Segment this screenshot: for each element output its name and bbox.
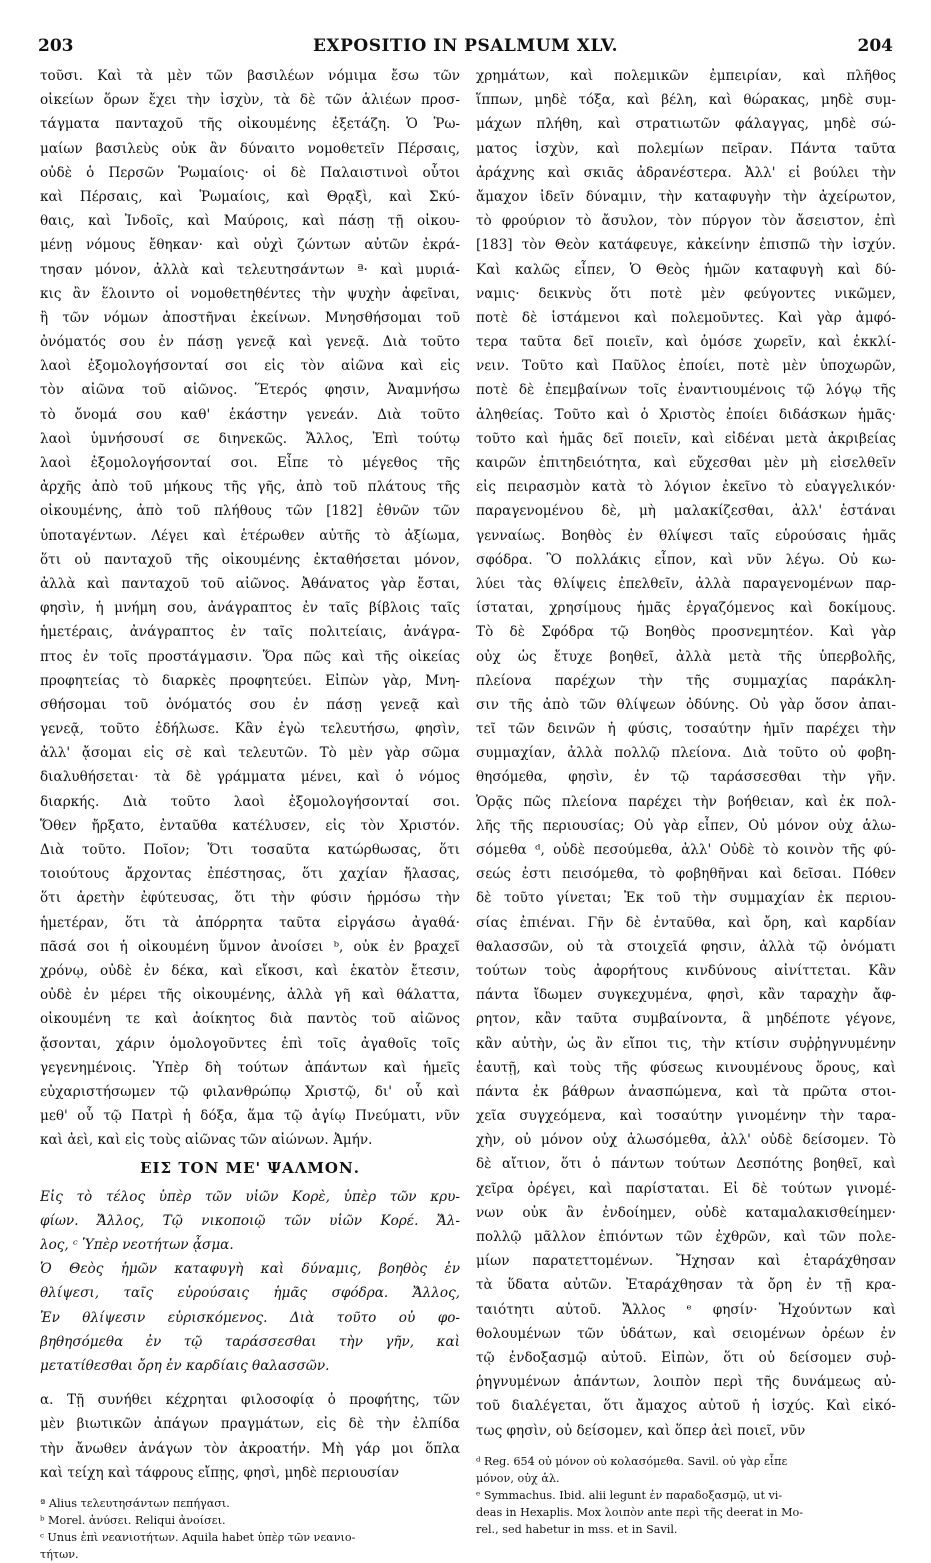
footnote-line: rel., sed habetur in mss. et in Savil. [476, 1522, 678, 1536]
text-line: πτος ἐν τοῖς προστάγμασιν. Ὅρα πῶς καὶ τῆς οἰκείας [40, 648, 460, 665]
left-column [40, 64, 460, 1563]
text-line: δὲ αἴτιον, ὅτι ὁ πάντων τούτων Δεσπότης βοηθεῖ, καὶ [476, 1156, 896, 1173]
text-line: ὅτι οὐ πανταχοῦ τῆς οἰκουμένης ἐκταθήσεται μόνον, [40, 551, 460, 568]
text-line: ἢ τῶν νόμων ἀποστῆναι ἐκείνων. Μνησθήσομαι τοῦ [40, 309, 460, 326]
verse-line: Ὁ Θεὸς ἡμῶν καταφυγὴ καὶ δύναμις, βοηθὸς ἐν [40, 1261, 460, 1278]
text-line: Ὅθεν ἤρξατο, ἐνταῦθα κατέλυσεν, εἰς τὸν Χριστόν. [40, 817, 460, 834]
text-line: μίων παρατεττομένων. Ἤχησαν καὶ ἐταράχθησαν [476, 1253, 896, 1270]
text-line: καὶ Πέρσαις, καὶ Ῥωμαίοις, καὶ Θρᾳξὶ, καὶ Σκύ- [40, 188, 460, 205]
superscription-line: λος, ᶜ Ὑπὲρ νεοτήτων ᾆσμα. [40, 1237, 234, 1253]
verse-line: Ἐν θλίψεσιν εὑρισκόμενος. Διὰ τοῦτο οὐ φο- [40, 1309, 460, 1326]
text-line: μεθ' οὗ τῷ Πατρὶ ἡ δόξα, ἅμα τῷ ἁγίῳ Πνεύματι, νῦν [40, 1108, 460, 1125]
text-line: εἰς πειρασμὸν κατὰ τὸ λόγιον ἐκεῖνο τὸ εὐαγγελικόν· [476, 479, 896, 496]
text-line: ἡμετέραν, ὅτι τὰ ἀπόρρητα ταῦτα εἰργάσω ἀγαθά· [40, 914, 460, 931]
text-line: ναμις· δεικνὺς ὅτι ποτὲ μὲν φεύγοντες νικῶμεν, [476, 285, 896, 302]
text-line: διαρκής. Διὰ τοῦτο λαοὶ ἐξομολογήσονταί σοι. [40, 793, 460, 810]
text-line: οἰκουμένης, ἀπὸ τοῦ πλήθους τῶν [182] ἐθνῶν τῶν [40, 503, 460, 520]
commentary-line: καὶ τείχη καὶ τάφρους εἴπῃς, φησὶ, μηδὲ περιουσίαν [40, 1464, 400, 1481]
footnote-line: τήτων. [40, 1547, 79, 1561]
text-line: τοιούτους ἄρχοντας ἐπέστησας, ὅτι χαχίαν ἤλασας, [40, 866, 460, 883]
text-line: τὰ ὕδατα αὐτῶν. Ἐταράχθησαν τὰ ὄρη ἐν τῇ κρα- [476, 1277, 896, 1294]
text-line: παραγενομένου δὲ, μὴ μαλακίζεσθαι, ἀλλ' ἑστάναι [476, 503, 896, 520]
text-line: Διὰ τοῦτο. Ποῖον; Ὅτι τοσαῦτα κατώρθωσας, ὅτι [40, 842, 460, 858]
text-line: Τὸ δὲ Σφόδρα τῷ Βοηθὸς προσνεμητέον. Καὶ γὰρ [476, 624, 896, 641]
text-line: ὑποταγέντων. Λέγει καὶ ἑτέρωθεν αὐτῆς τὸ ἀξίωμα, [40, 527, 460, 544]
footnotes-left [40, 1495, 460, 1563]
footnote-line: ᵈ Reg. 654 οὐ μόνον οὐ κολασόμεθα. Savil. οὐ γὰρ εἶπε [476, 1454, 788, 1468]
text-line: σόμεθα ᵈ, οὐδὲ πεσούμεθα, ἀλλ' Οὐδὲ τὸ κοινὸν τῆς φύ- [476, 842, 896, 858]
text-line: πλείονα παρέχων τὴν τῆς συμμαχίας παράκλη- [476, 672, 896, 689]
text-line: γενεᾷ, τοῦτο ἐδήλωσε. Κἂν ἐγὼ τελευτήσω, φησὶν, [40, 721, 460, 738]
text-line: τοῦσι. Καὶ τὰ μὲν τῶν βασιλέων νόμιμα ἔσω τῶν [40, 68, 460, 84]
footnote-line: ᵉ Symmachus. Ibid. alii legunt ἐν παραδοξασμῷ, ut vi- [476, 1488, 783, 1502]
text-line: οὐδὲ ὁ Περσῶν Ῥωμαίοις· οἱ δὲ Παλαιστινοὶ οὗτοι [40, 164, 460, 181]
text-line: σίας ἐπιέναι. Γῆν δὲ ἐνταῦθα, καὶ ὄρη, καὶ καρδίαν [476, 914, 896, 931]
verse-line: βηθησόμεθα ἐν τῷ ταράσσεσθαι τὴν γῆν, καὶ [40, 1333, 460, 1350]
text-line: ματος ἰσχὺν, καὶ πολεμίων πεῖραν. Πάντα ταῦτα [476, 140, 896, 157]
text-line: γενναίως. Βοηθὸς ἐν θλίψεσι ταῖς εὑρούσαις ἡμᾶς [476, 527, 896, 544]
text-line: τὸ ὄνομά σου καθ' ἑκάστην γενεάν. Διὰ τοῦτο [40, 406, 460, 423]
text-line: θησόμεθα, φησὶν, ἐν τῷ ταράσσεσθαι τὴν γῆν. [476, 769, 896, 786]
commentary-line: α. Τῇ συνήθει κέχρηται φιλοσοφίᾳ ὁ προφήτης, τῶν [40, 1392, 460, 1409]
running-header [34, 34, 897, 58]
text-line: ἀρχῆς ἀπὸ τοῦ μήκους τῆς γῆς, ἀπὸ τοῦ πλάτους τῆς [40, 479, 460, 496]
text-line: χεῖα συγχεόμενα, καὶ τοσαύτην γινομένην τὴν ταρα- [476, 1108, 896, 1125]
text-line: θαις, καὶ Ἰνδοῖς, καὶ Μαύροις, καὶ πάσῃ τῇ οἰκου- [40, 213, 460, 230]
text-line: μένῃ νόμους ἔθηκαν· καὶ οὐχὶ ζώντων αὐτῶν ἐκρά- [40, 237, 460, 254]
text-line: μάχων πλήθη, καὶ στρατιωτῶν φάλαγγας, μηδὲ σώ- [476, 116, 896, 133]
section-title: ΕΙΣ ΤΟΝ ΜΕ' ΨΑΛΜΟΝ. [140, 1159, 360, 1178]
footnote-line: ᵇ Morel. ἀνύσει. Reliqui ἀνοίσει. [40, 1513, 226, 1527]
text-line: λαοὶ ὑμνήσουσί σε διηνεκῶς. Ἄλλος, Ἐπὶ τούτῳ [40, 430, 460, 447]
text-line: κις ἂν ἕλοιντο οἱ νομοθετηθέντες τὴν ψυχὴν ἀφεῖναι, [40, 285, 460, 302]
verse-line: μετατίθεσθαι ὄρη ἐν καρδίαις θαλασσῶν. [40, 1357, 330, 1374]
text-line: δὲ τοῦτο γίνεται; Ἐκ τοῦ τὴν συμμαχίαν ἐκ περιου- [476, 890, 896, 907]
text-line: ἄμαχον ἰδεῖν δύναμιν, τὴν καταφυγὴν τὴν ἀχείρωτον, [476, 188, 896, 205]
text-line: καιρῶν ἐπιτηδειότητα, καὶ εὔχεσθαι μὲν μὴ εἰσελθεῖν [476, 455, 896, 471]
superscription-line: Εἰς τὸ τέλος ὑπὲρ τῶν υἱῶν Κορὲ, ὑπὲρ τῶν κρυ- [40, 1188, 460, 1205]
running-title: EXPOSITIO IN PSALMUM XLV. [312, 36, 619, 56]
text-line: πάντα ἴδωμεν συγκεχυμένα, φησὶ, κἂν ταραχὴν ἄφ- [476, 987, 896, 1004]
text-line: χρόνῳ, οὐδὲ ἐν δέκα, καὶ εἴκοσι, καὶ ἑκατὸν ἔτεσιν, [40, 962, 460, 979]
text-line: ὅτι ἀρετὴν ἐφύτευσας, ὅτι τὴν φύσιν ἡρμόσω τὴν [40, 890, 460, 907]
text-line: θολουμένων τῶν ὑδάτων, καὶ σειομένων ὀρέων ἐν [476, 1325, 896, 1342]
text-line: τησαν μόνον, ἀλλὰ καὶ τελευτησάντων ª· καὶ μυριά- [40, 261, 460, 278]
text-line: συμμαχίαν, ἀλλὰ πολλῷ πλείονα. Διὰ τοῦτο οὐ φοβη- [476, 745, 896, 762]
text-line: προφητείας τὸ διαρκὲς προφητεύει. Εἰπὼν γὰρ, Μνη- [40, 672, 460, 689]
text-line: τὸ φρούριον τὸ ἄσυλον, τὸν πύργον τὸν ἄσειστον, ἐπὶ [476, 213, 896, 230]
superscription-line: φίων. Ἄλλος, Τῷ νικοποιῷ τῶν υἱῶν Κορέ. Ἄλ- [40, 1212, 460, 1229]
text-line: ὀνόματός σου ἐν πάσῃ γενεᾷ καὶ γενεᾷ. Διὰ τοῦτο [40, 334, 460, 351]
text-line: χεῖρα ὀρέγει, καὶ παρίσταται. Εἰ δὲ τούτων γινομέ- [476, 1180, 896, 1197]
footnote-line: μόνον, οὐχ ἁλ. [476, 1471, 560, 1485]
commentary-start [40, 1388, 460, 1485]
text-line: λαοὶ ἐξομολογήσονταί σοι εἰς τὸν αἰῶνα καὶ εἰς [40, 358, 460, 375]
text-line: σφόδρα. Ὃ πολλάκις εἶπον, καὶ νῦν λέγω. Οὐ κω- [476, 551, 896, 568]
footnotes-right [476, 1453, 896, 1538]
commentary-line: μὲν βιωτικῶν ἀπάγων πραγμάτων, εἰς δὲ τὴν ἐλπίδα [40, 1416, 460, 1433]
text-line: Καὶ καλῶς εἶπεν, Ὁ Θεὸς ἡμῶν καταφυγὴ καὶ δύ- [476, 261, 896, 278]
text-line: ἀληθείας. Τοῦτο καὶ ὁ Χριστὸς ἐποίει διδάσκων ἡμᾶς· [476, 406, 896, 423]
text-line: ἵππων, μηδὲ τόξα, καὶ βέλη, καὶ θώρακας, μηδὲ συμ- [476, 92, 896, 109]
text-line: ἑαυτῇ, καὶ τοὺς τῆς φύσεως κινουμένους ὅρους, καὶ [476, 1059, 896, 1076]
text-line: γεγενημένοις. Ὑπὲρ δὴ τούτων ἁπάντων καὶ ἡμεῖς [40, 1059, 460, 1076]
page-number-right: 204 [857, 36, 893, 56]
text-line: σθήσομαι τοῦ ὀνόματός σου ἐν πάσῃ γενεᾷ καὶ [40, 696, 460, 713]
text-line: λαοὶ ἐξομολογήσονταί σοι. Εἶπε τὸ μέγεθος τῆς [40, 455, 460, 471]
text-line: φησὶν, ἡ μνήμη σου, ἀνάγραπτος ἐν ταῖς βίβλοις ταῖς [40, 600, 460, 617]
text-line: οἰκουμένη τε καὶ ἀοίκητος διὰ παντὸς τοῦ αἰῶνος [40, 1011, 460, 1028]
text-line: νειν. Τοῦτο καὶ Παῦλος ἐποίει, ποτὲ μὲν ὑποχωρῶν, [476, 358, 896, 375]
text-line: σεώς ἐστι πεισόμεθα, τὸ φοβηθῆναι καὶ δεῖσαι. Πόθεν [476, 866, 896, 883]
page-number-left: 203 [38, 36, 74, 56]
text-line: ἀράχνης καὶ σκιᾶς ἀδρανέστερα. Ἀλλ' εἰ βούλει τὴν [476, 164, 896, 181]
text-line: ίσταται, χρησίμους ἡμᾶς ἐργαζόμενος καὶ δοκίμους. [476, 600, 896, 617]
text-line: ἀλλὰ καὶ πανταχοῦ τοῦ αἰῶνος. Ἀθάνατος γὰρ ἔσται, [40, 575, 460, 592]
text-line: τως φησὶν, οὐ δείσομεν, καὶ ὅπερ ἀεὶ ποιεῖ, νῦν [476, 1422, 806, 1439]
text-line: τεῖ τῶν δεινῶν ἡ φύσις, τοσαύτην ἡμῖν παρέχει τὴν [476, 721, 896, 738]
text-line: τῷ ἐνδοξασμῷ αὐτοῦ. Εἰπὼν, ὅτι οὐ δείσομεν συῤ- [476, 1349, 896, 1366]
footnote-line: ª Alius τελευτησάντων πεπήγασι. [40, 1496, 230, 1510]
text-line: τὸν αἰῶνα τοῦ αἰῶνος. Ἕτερός φησιν, Ἀναμνήσω [40, 382, 460, 399]
text-line: ρητον, κἂν ταῦτα συμβαίνοντα, ἃ μηδέποτε γέγονε, [476, 1011, 896, 1028]
text-line: τερα ταῦτα δεῖ ποιεῖν, καὶ ὁμόσε χωρεῖν, καὶ ἐκκλί- [476, 334, 896, 351]
text-line: διαλυθήσεται· τὰ δὲ γράμματα μένει, καὶ ὁ νόμος [40, 769, 460, 786]
text-line: ποτὲ δὲ ἱστάμενοι καὶ πολεμοῦντες. Καὶ γὰρ ἀμφό- [476, 309, 896, 326]
text-line: Ὁρᾷς πῶς πλείονα παρέχει τὴν βοήθειαν, καὶ ἐκ πολ- [476, 793, 896, 810]
text-line: πάντα ἐκ βάθρων ἀνασπώμενα, καὶ τὰ πρῶτα στοι- [476, 1083, 896, 1100]
text-line: χρημάτων, καὶ πολεμικῶν ἐμπειρίαν, καὶ πλῆθος [476, 68, 896, 84]
text-block [40, 64, 460, 1152]
text-line: ποτὲ δὲ ἐπεμβαίνων τοῖς ἐναντιουμένοις τῷ λόγῳ τῆς [476, 382, 896, 399]
text-line: πᾶσά σοι ἡ οἰκουμένη ὕμνον ἀνοίσει ᵇ, οὐκ ἐν βραχεῖ [40, 938, 460, 955]
footnote-line: deas in Hexaplis. Mox λοιπὸν ante περὶ τῆς deerat in Mo- [476, 1505, 804, 1519]
text-line: οὐδὲ ἐν μέρει τῆς οἰκουμένης, ἀλλὰ γῆ καὶ θάλαττα, [40, 987, 460, 1004]
text-line: θαλασσῶν, οὐ τὰ στοιχεῖά φησιν, ἀλλὰ τῷ ὀνόματι [476, 938, 896, 955]
text-line: πολλῷ μᾶλλον ἐπιόντων τῶν ἐχθρῶν, καὶ τῶν πολε- [476, 1229, 896, 1245]
text-line: οἰκείων ὅρων ἔχει τὴν ἰσχὺν, τὰ δὲ τῶν ἁλιέων προσ- [40, 92, 460, 109]
text-line: τοῦτο καὶ ἡμᾶς δεῖ ποιεῖν, καὶ εἰδέναι μετὰ ἀκριβείας [476, 430, 896, 447]
text-line: ῥηγνυμένων ἁπάντων, λοιπὸν περὶ τῆς δυνάμεως αὐ- [476, 1374, 896, 1391]
right-column [476, 64, 896, 1538]
text-line: σιν τῆς ἀπὸ τῶν θλίψεων ὀδύνης. Οὐ γὰρ ὅσον ἀπαι- [476, 696, 896, 713]
text-line: μαίων βασιλεὺς οὐκ ἂν δύναιτο νομοθετεῖν Πέρσαις, [40, 140, 460, 157]
text-line: τούτων τοὺς ἀφορήτους κινδύνους αἰνίττεται. Κἂν [476, 962, 896, 979]
commentary-line: τὴν ἄνωθεν ἀνάγων τὸν ἀκροατήν. Μὴ γάρ μοι ὅπλα [40, 1440, 460, 1457]
text-line: ἀλλ' ᾄσομαι εἰς σὲ καὶ τελευτῶν. Τὸ μὲν γὰρ σῶμα [40, 745, 460, 762]
footnote-line: ᶜ Unus ἐπὶ νεανιοτήτων. Aquila habet ὑπὲρ τῶν νεανιο- [40, 1530, 356, 1544]
psalm-verse [40, 1257, 460, 1378]
text-line: λύει τὰς θλίψεις ἐπελθεῖν, ἀλλὰ παραγενομένων παρ- [476, 575, 896, 592]
text-line: εὐχαριστήσωμεν τῷ φιλανθρώπῳ Χριστῷ, δι' οὗ καὶ [40, 1083, 460, 1100]
text-line: ἡμετέραις, ἀνάγραπτος ἐν ταῖς πολιτείαις, ἀνάγρα- [40, 624, 460, 641]
text-line: ταιότητι αὐτοῦ. Ἄλλος ᵉ φησίν· Ἠχούντων καὶ [476, 1301, 896, 1318]
text-line: κἂν αὐτὴν, ὡς ἂν εἴποι τις, τὴν κτίσιν συῤῥηγνυμένην [476, 1035, 896, 1052]
text-line: τοῦ διαλέγεται, ὅτι ἄμαχος αὐτοῦ ἡ ἰσχύς. Καὶ εἰκό- [476, 1398, 896, 1415]
verse-line: θλίψεσι, ταῖς εὑρούσαις ἡμᾶς σφόδρα. Ἄλλος, [40, 1285, 460, 1302]
text-line: χὴν, οὐ μόνον οὐχ ἁλωσόμεθα, ἀλλ' οὐδὲ δείσομεν. Τὸ [476, 1132, 896, 1149]
text-line: τάγματα πανταχοῦ τῆς οἰκουμένης ἐξετάζη. Ὁ Ῥω- [40, 116, 460, 133]
text-line: νων οὐκ ἂν ἐνδοίημεν, οὐδὲ καταμαλακισθείημεν· [476, 1204, 896, 1221]
text-line: λῆς τῆς περιουσίας; Οὐ γὰρ εἶπεν, Οὐ μόνον οὐχ ἁλω- [476, 817, 896, 834]
superscription [40, 1185, 460, 1258]
text-line: οὐχ ὡς ἔτυχε βοηθεῖ, ἀλλὰ μετὰ τῆς ὑπερβολῆς, [476, 648, 896, 665]
text-line: [183] τὸν Θεὸν κατάφευγε, κἀκείνην ἐπισπῶ τὴν ἰσχύν. [476, 237, 896, 254]
text-line: ᾄσονται, χάριν ὁμολογοῦντες ἐπὶ τοῖς ἀγαθοῖς τοῖς [40, 1035, 460, 1052]
text-line: καὶ ἀεὶ, καὶ εἰς τοὺς αἰῶνας τῶν αἰώνων. Ἀμήν. [40, 1132, 373, 1149]
text-block [476, 64, 896, 1443]
